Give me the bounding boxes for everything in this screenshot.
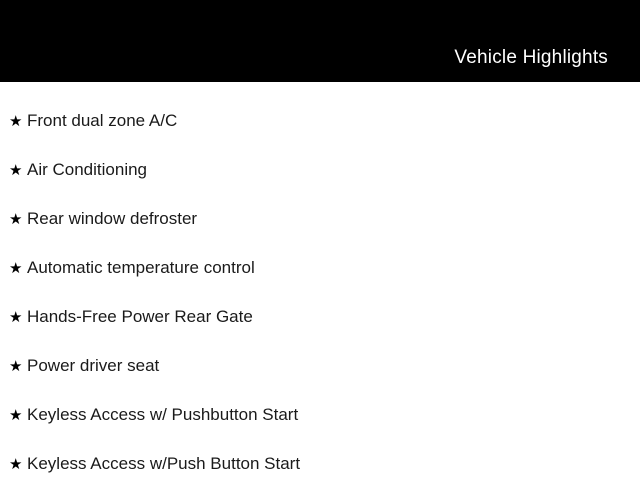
vehicle-highlights-list [0, 82, 640, 488]
list-item [0, 341, 640, 390]
list-item [0, 96, 640, 145]
list-item-label: Keyless Access w/Push Button Start [27, 453, 301, 473]
list-item-label: Rear window defroster [27, 208, 198, 228]
list-item [0, 194, 640, 243]
star-bullet-icon: ★ [9, 307, 23, 326]
header-bar [0, 0, 640, 82]
list-item-label: Power driver seat [27, 355, 160, 375]
star-bullet-icon: ★ [9, 405, 23, 424]
list-item [0, 243, 640, 292]
star-bullet-icon: ★ [9, 160, 23, 179]
list-item [0, 439, 640, 488]
star-bullet-icon: ★ [9, 454, 23, 473]
list-item [0, 145, 640, 194]
list-item-label: Air Conditioning [27, 159, 148, 179]
star-bullet-icon: ★ [9, 209, 23, 228]
star-bullet-icon: ★ [9, 258, 23, 277]
star-bullet-icon: ★ [9, 356, 23, 375]
list-item-label: Front dual zone A/C [27, 110, 178, 130]
list-item-label: Automatic temperature control [27, 257, 255, 277]
page-title: Vehicle Highlights [454, 47, 608, 68]
list-item-label: Hands-Free Power Rear Gate [27, 306, 253, 326]
star-bullet-icon: ★ [9, 111, 23, 130]
list-item [0, 292, 640, 341]
list-item [0, 390, 640, 439]
list-item-label: Keyless Access w/ Pushbutton Start [27, 404, 299, 424]
